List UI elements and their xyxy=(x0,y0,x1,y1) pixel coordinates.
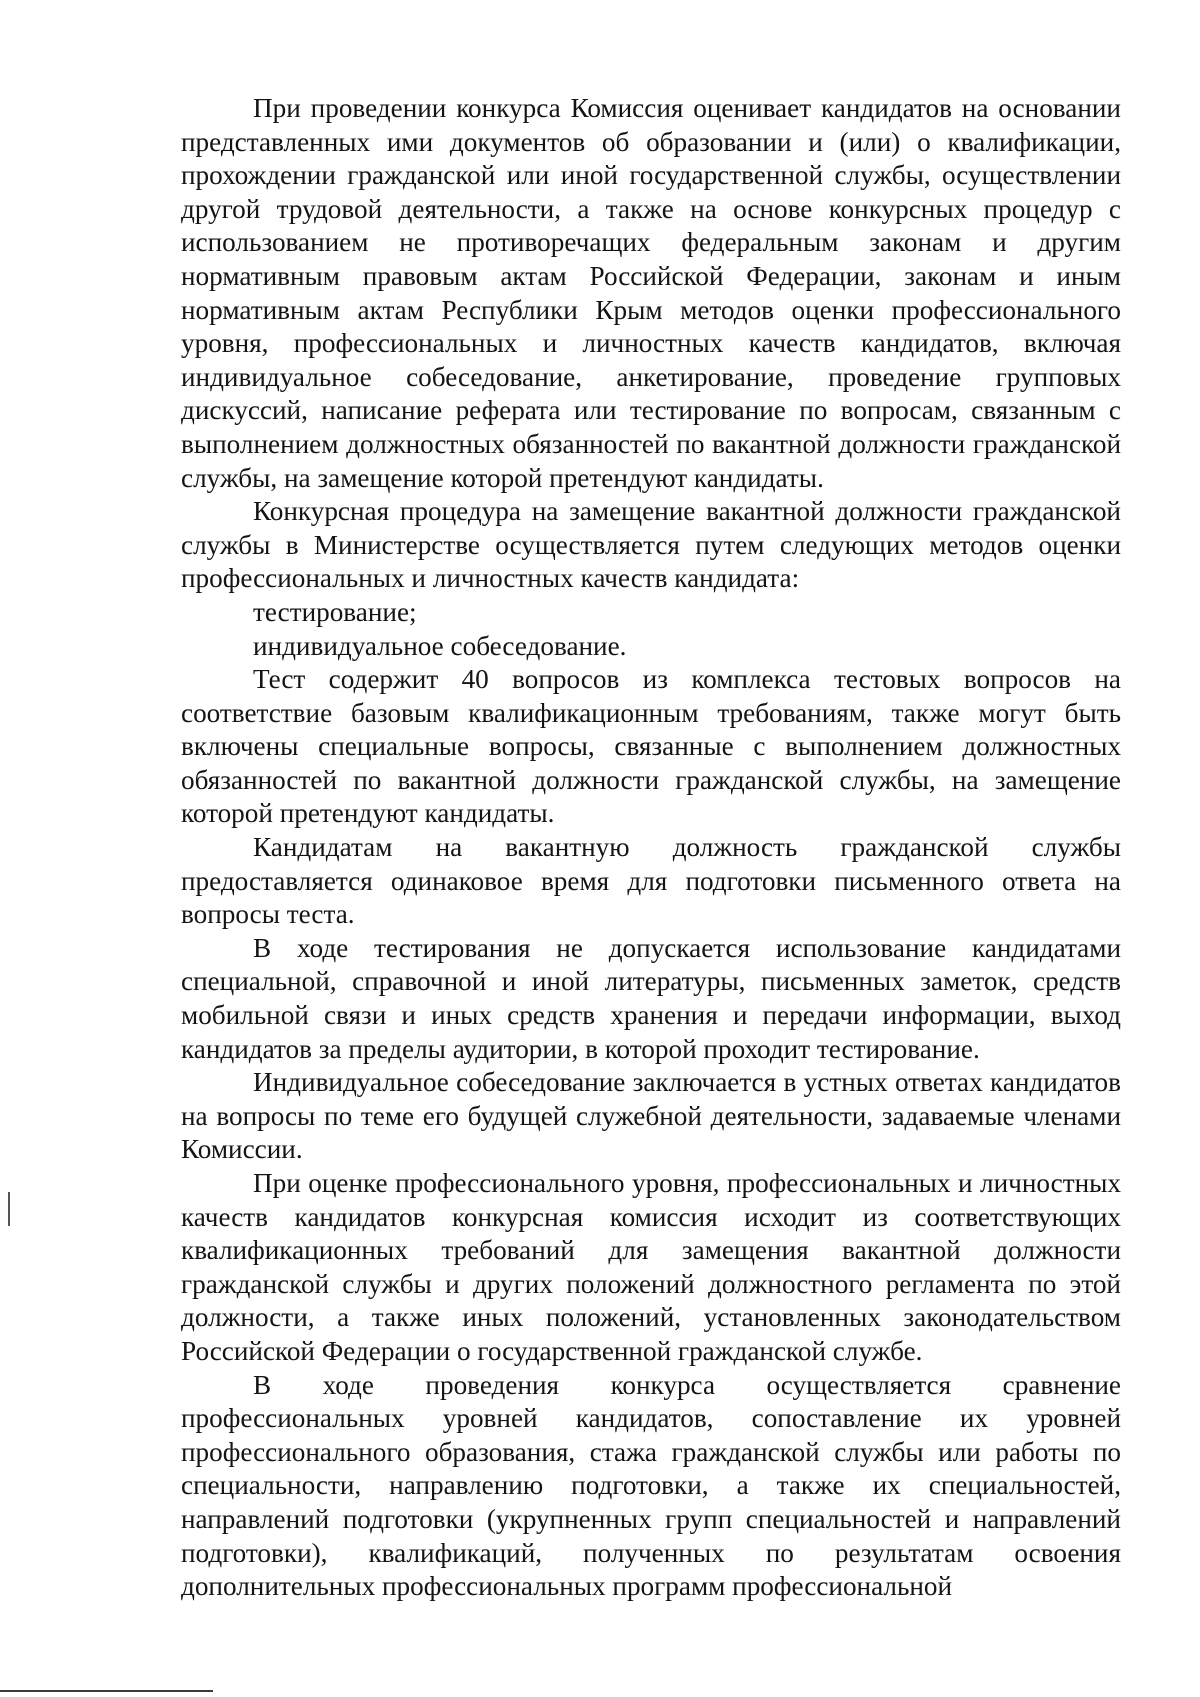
footnote-separator-line xyxy=(0,1690,213,1692)
scan-margin-mark xyxy=(8,1192,10,1226)
paragraph-assessment-basis: При оценке профессионального уровня, профессиональных и личностных качеств кандидатов конкурсная комиссия исходит из соответствующих квалификационных требований для замещения вакантной должности гражданской службы и других положений должностного регламента по этой должности, а также иных положений, установленных законодательством Российской Федерации о государственной гражданской службе. xyxy=(181,1168,1121,1366)
paragraph-candidate-evaluation: При проведении конкурса Комиссия оценивает кандидатов на основании представленных ими документов об образовании и (или) о квалификации, прохождении гражданской или иной государственной службы, осуществлении другой трудовой деятельности, а также на основе конкурсных процедур с использованием не противоречащих федеральным законам и другим нормативным правовым актам Российской Федерации, законам и иным нормативным актам Республики Крым методов оценки профессионального уровня, профессиональных и личностных качеств кандидатов, включая индивидуальное собеседование, анкетирование, проведение групповых дискуссий, написание реферата или тестирование по вопросам, связанным с выполнением должностных обязанностей по вакантной должности гражданской службы, на замещение которой претендуют кандидаты. xyxy=(181,93,1121,493)
paragraph-equal-time: Кандидатам на вакантную должность гражданской службы предоставляется одинаковое время для подготовки письменного ответа на вопросы теста. xyxy=(181,832,1121,930)
list-item-testing: тестирование; xyxy=(253,596,417,627)
paragraph-test-content: Тест содержит 40 вопросов из комплекса тестовых вопросов на соответствие базовым квалификационным требованиям, также могут быть включены специальные вопросы, связанные с выполнением должностных обязанностей по вакантной должности гражданской службы, на замещение которой претендуют кандидаты. xyxy=(181,664,1121,829)
paragraph-individual-interview: Индивидуальное собеседование заключается в устных ответах кандидатов на вопросы по теме его будущей служебной деятельности, задаваемые членами Комиссии. xyxy=(181,1067,1121,1165)
paragraph-testing-restrictions: В ходе тестирования не допускается использование кандидатами специальной, справочной и иной литературы, письменных заметок, средств мобильной связи и иных средств хранения и передачи информации, выход кандидатов за пределы аудитории, в которой проходит тестирование. xyxy=(181,932,1121,1064)
paragraph-comparison: В ходе проведения конкурса осуществляется сравнение профессиональных уровней кандидатов, сопоставление их уровней профессионального образования, стажа гражданской службы или работы по специальности, направлению подготовки, а также их специальностей, направлений подготовки (укрупненных групп специальностей и направлений подготовки), квалификаций, полученных по результатам освоения дополнительных профессиональных программ профессиональной xyxy=(181,1369,1121,1602)
list-item-interview: индивидуальное собеседование. xyxy=(253,630,627,661)
document-body xyxy=(181,92,1121,1604)
paragraph-competition-procedure: Конкурсная процедура на замещение вакантной должности гражданской службы в Министерстве осуществляется путем следующих методов оценки профессиональных и личностных качеств кандидата: xyxy=(181,496,1121,594)
